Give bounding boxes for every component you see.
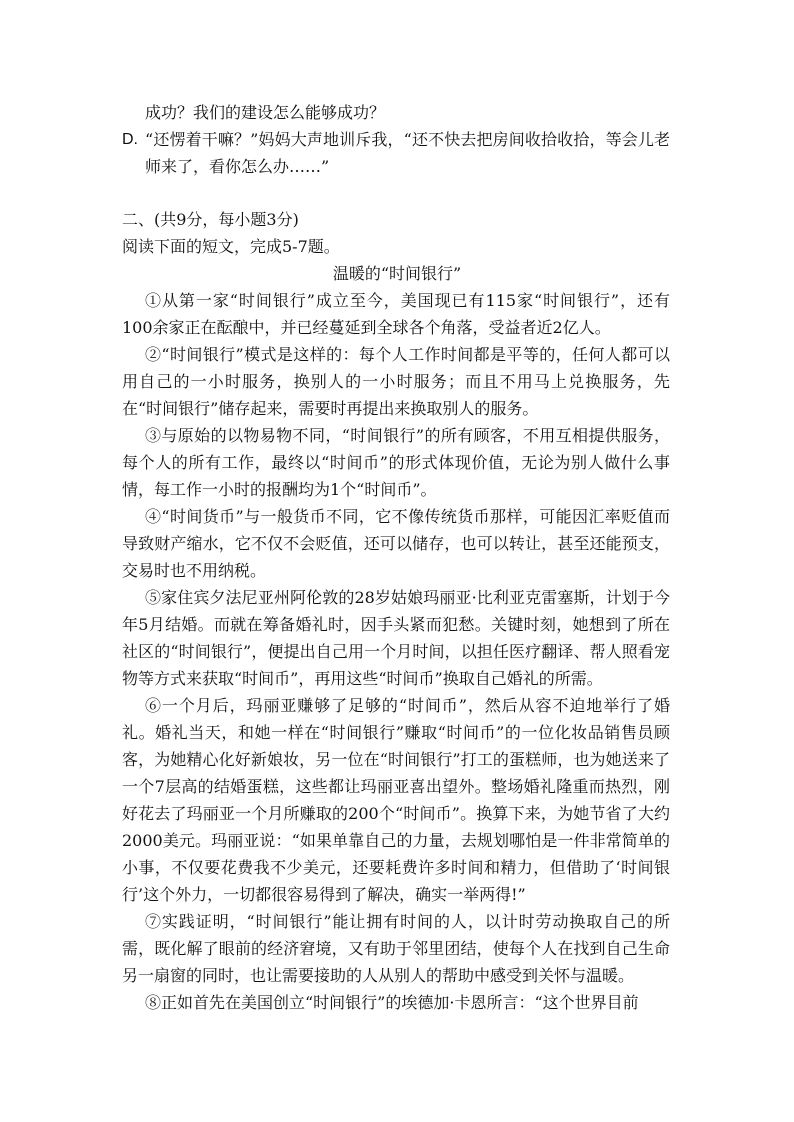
article-paragraph-2: ②“时间银行”模式是这样的：每个人工作时间都是平等的，任何人都可以用自己的一小时服务，换别人的一小时服务；而且不用马上兑换服务，先在“时间银行”储存起来，需要时再提出来换取别人的服务。 <box>122 345 670 418</box>
article-paragraph-8: ⑧正如首先在美国创立“时间银行”的埃德加·卡恩所言：“这个世界目前 <box>145 993 639 1012</box>
article-paragraph-7: ⑦实践证明，“时间银行”能让拥有时间的人，以计时劳动换取自己的所需，既化解了眼前的经济窘境，又有助于邻里团结，使每个人在找到自己生命另一扇窗的同时，也让需要接助的人从别人的帮助中感受到关怀与温暖。 <box>122 912 670 985</box>
option-d-label: D. <box>122 131 138 148</box>
continuation-text: 成功？我们的建设怎么能够成功？ <box>145 103 386 122</box>
prev-question-continuation <box>0 99 670 126</box>
article-paragraph-5: ⑤家住宾夕法尼亚州阿伦敦的28岁姑娘玛丽亚·比利亚克雷塞斯，计划于今年5月结婚。而就在筹备婚礼时，因手头紧而犯愁。关键时刻，她想到了所在社区的“时间银行”，便提出自己用一个月时间，以担任医疗翻译、帮人照看宠物等方式来获取“时间币”，再用这些“时间币”换取自己婚礼的所需。 <box>122 588 670 688</box>
article-title: 温暖的“时间银行” <box>332 264 462 283</box>
option-d <box>122 126 670 180</box>
section-instruction: 阅读下面的短文，完成5-7题。 <box>122 237 340 256</box>
article-paragraph-1: ①从第一家“时间银行”成立至今，美国现已有115家“时间银行”，还有100余家正在酝酿中，并已经蔓延到全球各个角落，受益者近2亿人。 <box>122 291 670 337</box>
article-paragraph-4: ④“时间货币”与一般货币不同，它不像传统货币那样，可能因汇率贬值而导致财产缩水，它不仅不会贬值，还可以储存，也可以转让，甚至还能预支，交易时也不用纳税。 <box>122 507 670 580</box>
article-paragraph-6: ⑥一个月后，玛丽亚赚够了足够的“时间币”，然后从容不迫地举行了婚礼。婚礼当天，和她一样在“时间银行”赚取“时间币”的一位化妆品销售员顾客，为她精心化好新娘妆，另一位在“时间银行”打工的蛋糕师，也为她送来了一个7层高的结婚蛋糕，这些都让玛丽亚喜出望外。整场婚礼隆重而热烈，刚好花去了玛丽亚一个月所赚取的200个“时间币”。换算下来，为她节省了大约2000美元。玛丽亚说：“如果单靠自己的力量，去规划哪怕是一件非常简单的小事，不仅要花费我不少美元，还要耗费许多时间和精力，但借助了‘时间银行’这个外力，一切都很容易得到了解决，确实一举两得!” <box>122 696 670 904</box>
article-paragraph-3: ③与原始的以物易物不同，“时间银行”的所有顾客，不用互相提供服务，每个人的所有工作，最终以“时间币”的形式体现价值，无论为别人做什么事情，每工作一小时的报酬均为1个“时间币”。 <box>122 426 670 499</box>
option-d-text: “还愣着干嘛？”妈妈大声地训斥我，“还不快去把房间收拾收拾，等会儿老师来了，看你怎么办……” <box>145 130 670 176</box>
section-heading: 二、(共9分，每小题3分) <box>122 210 299 229</box>
